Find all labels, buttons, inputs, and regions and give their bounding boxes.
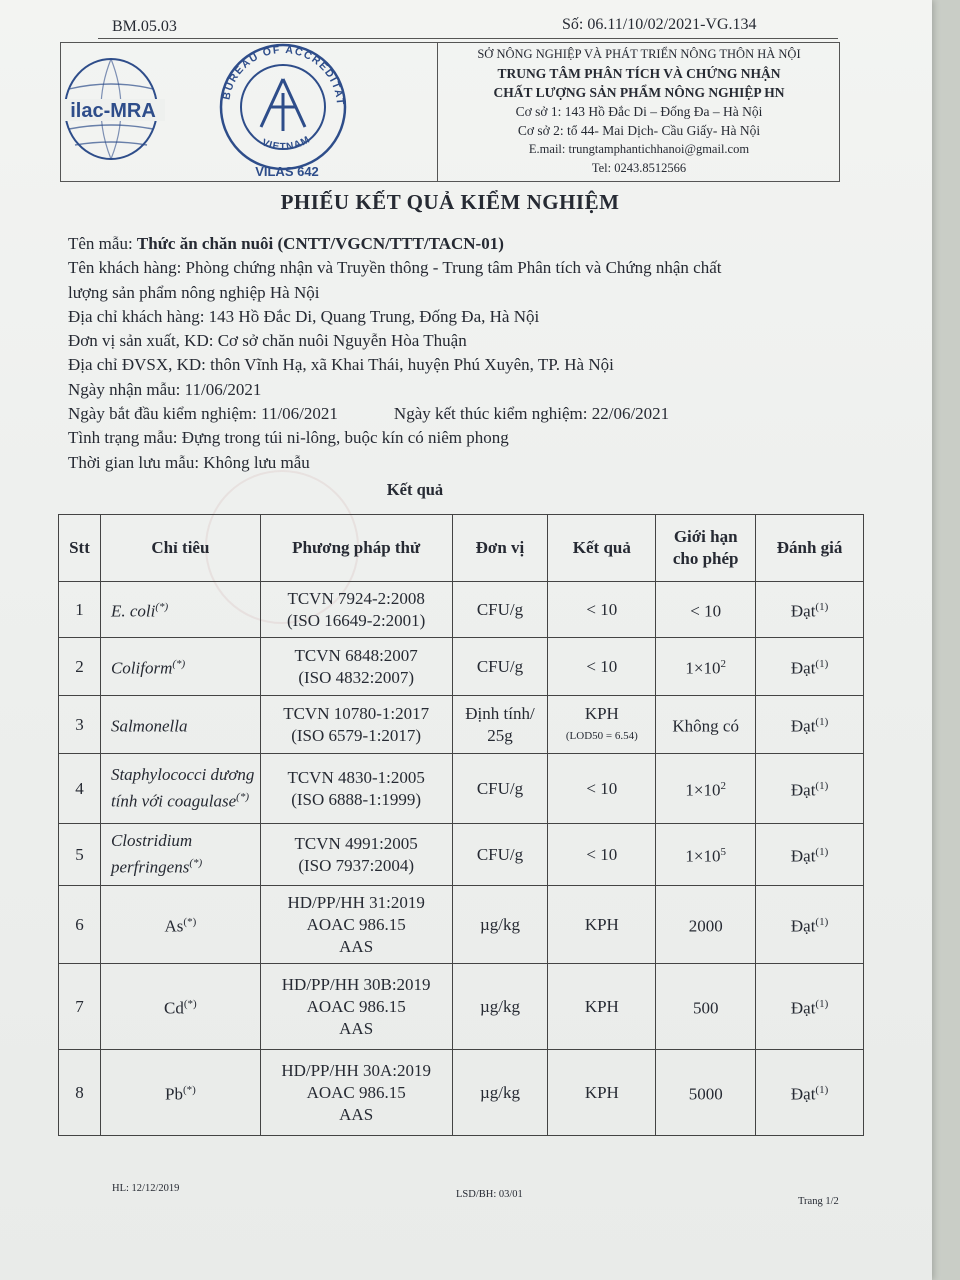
accreditation-logos xyxy=(61,43,437,181)
accreditation-logo-graphic xyxy=(61,43,437,181)
table-header-row xyxy=(59,515,864,582)
cell-unit: µg/kg xyxy=(452,886,548,964)
cell-stt: 3 xyxy=(59,696,101,754)
vilas-text: VILAS 642 xyxy=(255,164,319,179)
customer-name: Tên khách hàng: Phòng chứng nhận và Truyền thông - Trung tâm Phân tích và Chứng nhận chất xyxy=(68,258,722,278)
boa-country-text: VIETNAM xyxy=(260,134,313,153)
cell-result: KPH xyxy=(548,964,656,1050)
cell-result: < 10 xyxy=(548,638,656,696)
cell-method: TCVN 7924-2:2008 (ISO 16649-2:2001) xyxy=(260,582,452,638)
col-stt: Stt xyxy=(59,515,101,582)
cell-stt: 7 xyxy=(59,964,101,1050)
cell-eval: Đạt$^{(1)}$ xyxy=(756,638,864,696)
cell-stt: 2 xyxy=(59,638,101,696)
customer-name-cont: lượng sản phẩm nông nghiệp Hà Nội xyxy=(68,282,320,302)
cell-param: As(*) xyxy=(100,886,260,964)
boa-ring-text: BUREAU OF ACCREDITAT xyxy=(220,43,347,107)
cell-limit: Không có xyxy=(656,696,756,754)
svg-text:BUREAU OF ACCREDITATION xyxy=(61,43,346,107)
col-eval: Đánh giá xyxy=(756,515,864,582)
org-address-2: Cơ sở 2: tổ 44- Mai Dịch- Cầu Giấy- Hà Nội xyxy=(517,123,761,138)
cell-eval: Đạt$^{(1)}$ xyxy=(756,886,864,964)
col-unit: Đơn vị xyxy=(452,515,548,582)
test-dates xyxy=(68,402,858,426)
org-line-center-2: CHẤT LƯỢNG SẢN PHẨM NÔNG NGHIỆP HN xyxy=(493,85,785,100)
ilac-mra-text: ilac-MRA xyxy=(70,100,156,122)
table-row xyxy=(59,638,864,696)
customer-address: Địa chỉ khách hàng: 143 Hồ Đắc Di, Quang Trung, Đống Đa, Hà Nội xyxy=(68,306,540,326)
cell-limit: < 10 xyxy=(656,582,756,638)
header-box xyxy=(60,42,840,182)
cell-method: TCVN 10780-1:2017 (ISO 6579-1:2017) xyxy=(260,696,452,754)
cell-unit: CFU/g xyxy=(452,754,548,824)
cell-limit: 5000 xyxy=(656,1050,756,1136)
footer-center: LSD/BH: 03/01 xyxy=(456,1189,523,1200)
org-phone: Tel: 0243.8512566 xyxy=(591,161,687,175)
cell-param: Staphylococci dương tính với coagulase(*) xyxy=(100,754,260,824)
cell-unit: CFU/g xyxy=(452,582,548,638)
sample-name: Tên mẫu: Thức ăn chăn nuôi (CNTT/VGCN/TTT/TACN-01) xyxy=(68,234,504,253)
organization-block xyxy=(439,45,839,178)
cell-param: Coliform(*) xyxy=(100,638,260,696)
sample-status: Tình trạng mẫu: Đựng trong túi ni-lông, buộc kín có niêm phong xyxy=(68,428,509,448)
producer-address: Địa chỉ ĐVSX, KD: thôn Vĩnh Hạ, xã Khai Thái, huyện Phú Xuyên, TP. Hà Nội xyxy=(68,355,614,375)
end-date: Ngày kết thúc kiểm nghiệm: 22/06/2021 xyxy=(393,404,670,424)
cell-eval: Đạt$^{(1)}$ xyxy=(756,964,864,1050)
producer: Đơn vị sản xuất, KD: Cơ sở chăn nuôi Nguyễn Hòa Thuận xyxy=(68,331,467,351)
cell-stt: 4 xyxy=(59,754,101,824)
table-row xyxy=(59,696,864,754)
sample-info xyxy=(68,232,858,475)
cell-param: Clostridium perfringens(*) xyxy=(100,824,260,886)
cell-unit: CFU/g xyxy=(452,638,548,696)
col-param: Chỉ tiêu xyxy=(100,515,260,582)
org-address-1: Cơ sở 1: 143 Hồ Đắc Di – Đống Đa – Hà Nội xyxy=(515,104,763,119)
header-divider xyxy=(437,43,438,181)
org-line-ministry: SỞ NÔNG NGHIỆP VÀ PHÁT TRIỂN NÔNG THÔN HÀ NỘI xyxy=(477,47,801,61)
cell-eval: Đạt$^{(1)}$ xyxy=(756,824,864,886)
cell-result: KPH xyxy=(548,886,656,964)
received-date: Ngày nhận mẫu: 11/06/2021 xyxy=(68,379,262,399)
table-row xyxy=(59,964,864,1050)
cell-eval: Đạt$^{(1)}$ xyxy=(756,1050,864,1136)
table-row xyxy=(59,754,864,824)
cell-limit: $1\times 10^2$ xyxy=(656,638,756,696)
cell-param: Cd(*) xyxy=(100,964,260,1050)
storage-time: Thời gian lưu mẫu: Không lưu mẫu xyxy=(68,452,310,472)
cell-eval: Đạt$^{(1)}$ xyxy=(756,754,864,824)
cell-method: HD/PP/HH 31:2019 AOAC 986.15 AAS xyxy=(260,886,452,964)
footer-left: HL: 12/12/2019 xyxy=(112,1183,180,1194)
svg-text:VIETNAM xyxy=(260,134,312,153)
cell-method: TCVN 4991:2005 (ISO 7937:2004) xyxy=(260,824,452,886)
cell-unit: µg/kg xyxy=(452,1050,548,1136)
cell-limit: 2000 xyxy=(656,886,756,964)
document-number: Số: 06.11/10/02/2021-VG.134 xyxy=(562,16,757,33)
col-method: Phương pháp thử xyxy=(260,515,452,582)
cell-limit: 500 xyxy=(656,964,756,1050)
cell-param: Salmonella xyxy=(100,696,260,754)
cell-result: KPH xyxy=(548,1050,656,1136)
cell-limit: $1\times 10^5$ xyxy=(656,824,756,886)
sample-name-value: Thức ăn chăn nuôi (CNTT/VGCN/TTT/TACN-01) xyxy=(136,234,504,253)
org-email: E.mail: trungtamphantichhanoi@gmail.com xyxy=(528,142,750,156)
cell-stt: 1 xyxy=(59,582,101,638)
form-code: BM.05.03 xyxy=(112,18,177,35)
cell-unit: µg/kg xyxy=(452,964,548,1050)
cell-eval: Đạt$^{(1)}$ xyxy=(756,582,864,638)
cell-method: HD/PP/HH 30B:2019 AOAC 986.15 AAS xyxy=(260,964,452,1050)
table-row xyxy=(59,1050,864,1136)
footer-right: Trang 1/2 xyxy=(798,1196,839,1207)
results-heading: Kết quả xyxy=(386,480,444,499)
cell-param: E. coli(*) xyxy=(100,582,260,638)
cell-stt: 8 xyxy=(59,1050,101,1136)
cell-param: Pb(*) xyxy=(100,1050,260,1136)
cell-stt: 5 xyxy=(59,824,101,886)
table-row xyxy=(59,582,864,638)
table-row xyxy=(59,886,864,964)
results-table xyxy=(58,514,864,1136)
org-line-center: TRUNG TÂM PHÂN TÍCH VÀ CHỨNG NHẬN xyxy=(497,66,781,81)
cell-unit: CFU/g xyxy=(452,824,548,886)
top-rule xyxy=(98,38,838,39)
cell-unit: Định tính/ 25g xyxy=(452,696,548,754)
cell-eval: Đạt$^{(1)}$ xyxy=(756,696,864,754)
page-title: PHIẾU KẾT QUẢ KIỂM NGHIỆM xyxy=(280,190,620,214)
ilac-globe-icon xyxy=(61,59,165,159)
cell-stt: 6 xyxy=(59,886,101,964)
cell-result: < 10 xyxy=(548,754,656,824)
cell-limit: $1\times 10^2$ xyxy=(656,754,756,824)
start-date: Ngày bắt đầu kiểm nghiệm: 11/06/2021 xyxy=(68,404,338,424)
cell-method: TCVN 4830-1:2005 (ISO 6888-1:1999) xyxy=(260,754,452,824)
table-row xyxy=(59,824,864,886)
cell-result: < 10 xyxy=(548,582,656,638)
cell-result: KPH (LOD50 = 6.54) xyxy=(548,696,656,754)
col-limit: Giới hạn cho phép xyxy=(656,515,756,582)
cell-method: TCVN 6848:2007 (ISO 4832:2007) xyxy=(260,638,452,696)
cell-method: HD/PP/HH 30A:2019 AOAC 986.15 AAS xyxy=(260,1050,452,1136)
col-result: Kết quả xyxy=(548,515,656,582)
cell-result: < 10 xyxy=(548,824,656,886)
